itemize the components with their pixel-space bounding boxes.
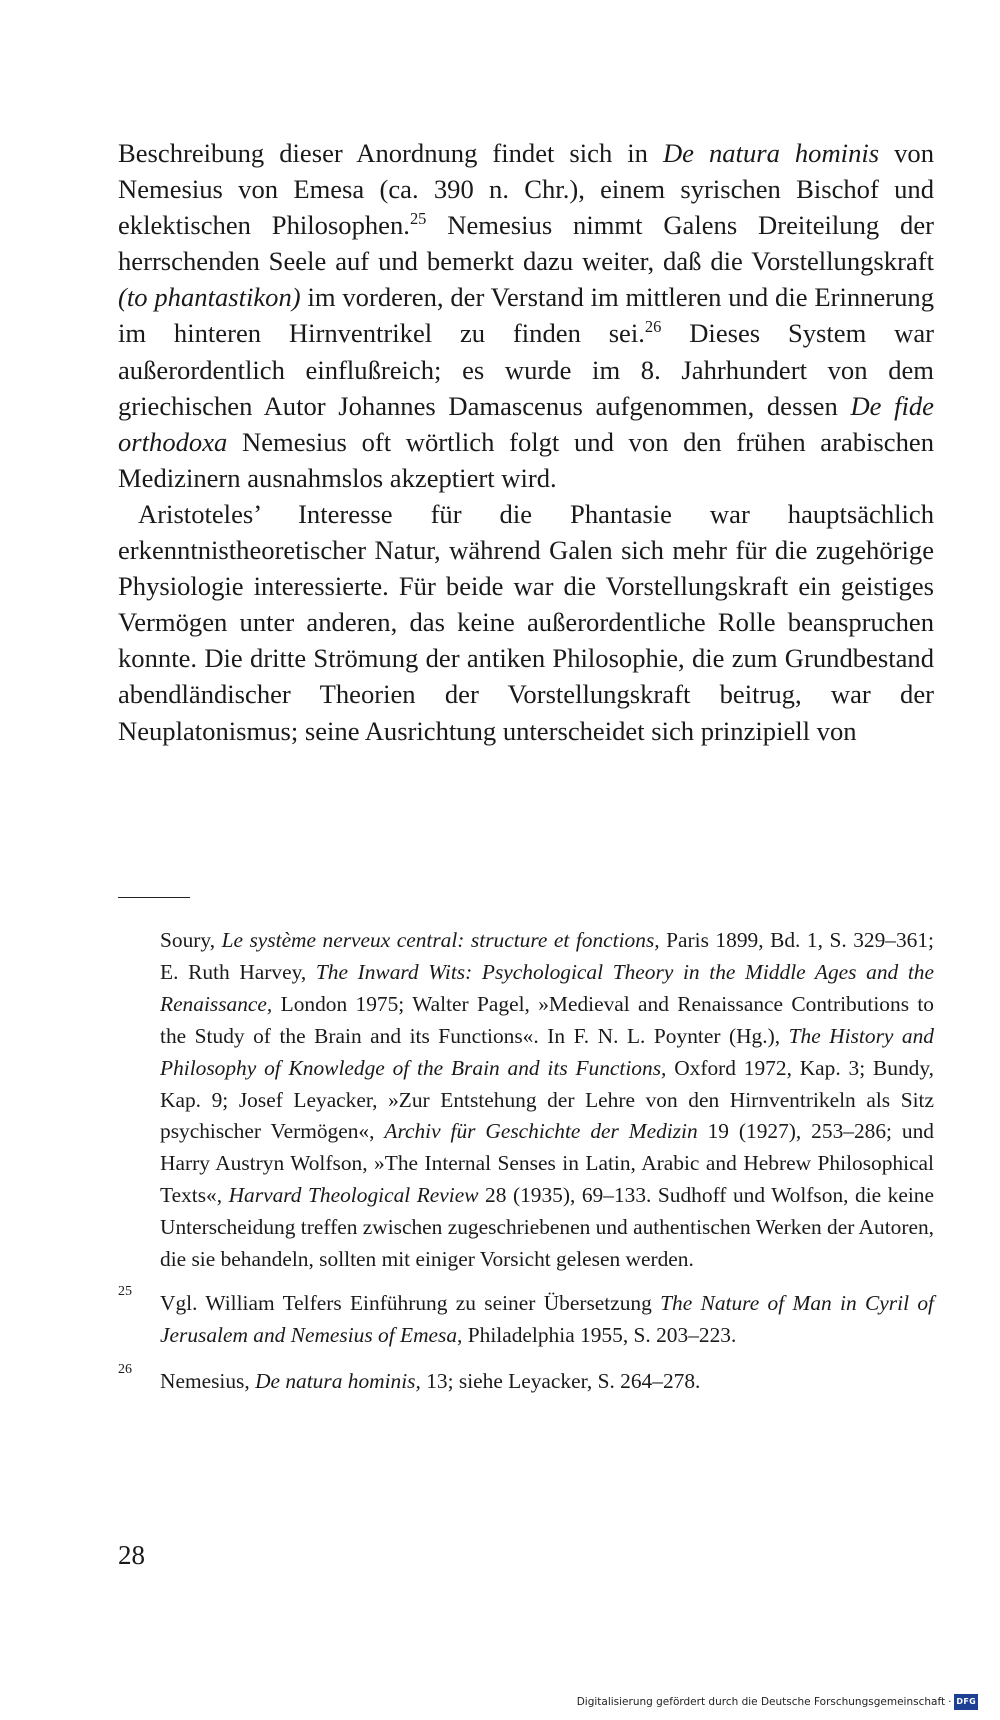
text-run: 19 (1927), 253–286; und Harry Austryn Wolfson, »The Internal Senses in Latin, Arabic and Hebrew Philosophical Texts«,	[160, 1119, 934, 1208]
text-run: 28 (1935), 69–133. Sudhoff und Wolfson, die keine Unterscheidung treffen zwischen zugeschriebenen und authentischen Werken der Autoren, die sie behandeln, sollten mit einiger Vorsicht gelesen werden.	[160, 1183, 935, 1272]
dfg-logo-icon: DFG	[954, 1694, 978, 1710]
footnote-number: 25	[118, 1283, 132, 1299]
footnote-ref-25[interactable]: 25	[409, 208, 427, 228]
italic-title: The Inward Wits: Psychological Theory in the Middle Ages and the Renaissance,	[160, 959, 934, 1016]
text-run: Beschreibung dieser Anordnung findet sich in	[118, 138, 663, 168]
italic-title: De fide orthodoxa	[118, 390, 934, 457]
text-run: Philadelphia 1955, S. 203–223.	[462, 1322, 737, 1347]
italic-title: The Nature of Man in Cyril of Jerusalem and Nemesius of Emesa,	[160, 1290, 934, 1347]
footnote-continuation	[160, 925, 934, 1276]
italic-title: De natura hominis	[662, 138, 880, 168]
credit-dot: ·	[948, 1696, 952, 1708]
italic-title: The History and Philosophy of Knowledge of the Brain and its Functions,	[160, 1023, 935, 1080]
italic-title: Harvard Theological Review	[228, 1183, 479, 1208]
footnote-25	[118, 1283, 934, 1352]
page-number: 28	[118, 1540, 145, 1570]
text-run: Nemesius,	[160, 1368, 256, 1393]
text-run: Oxford 1972, Kap. 3; Bundy, Kap. 9; Josef Leyacker, »Zur Entstehung der Lehre von den Hirnventrikeln als Sitz psychischer Vermögen«,	[160, 1055, 935, 1144]
paragraph-2: Aristoteles’ Interesse für die Phantasie war hauptsächlich erkenntnistheoretischer Natur, während Galen sich mehr für die zugehörige Physiologie interessierte. Für beide war die Vorstellungskraft ein geistiges Vermögen unter anderen, das keine außerordentliche Rolle beanspruchen konnte. Die dritte Strömung der antiken Philosophie, die zum Grundbestand abendländischer Theorien der Vorstellungskraft beitrug, war der Neuplatonismus; seine Ausrichtung unterscheidet sich prinzipiell von	[118, 498, 934, 746]
text-run: 13; siehe Leyacker, S. 264–278.	[420, 1368, 701, 1393]
paragraph-1	[118, 135, 934, 496]
footnote-separator	[118, 897, 190, 898]
footnote-26	[118, 1361, 934, 1398]
italic-term: (to phantastikon)	[118, 282, 301, 313]
footnotes	[118, 925, 934, 1398]
footnote-number: 26	[118, 1361, 132, 1377]
text-run: Nemesius nimmt Galens Dreiteilung der herrschenden Seele auf und bemerkt dazu weiter, daß die Vorstellungskraft	[118, 210, 934, 277]
credit-text: Digitalisierung gefördert durch die Deutsche Forschungsgemeinschaft	[576, 1696, 946, 1708]
text-run: Paris 1899, Bd. 1, S. 329–361; E. Ruth Harvey,	[160, 928, 935, 984]
italic-title: Archiv für Geschichte der Medizin	[384, 1119, 698, 1144]
text-run: Soury,	[160, 928, 222, 952]
main-text	[118, 135, 934, 749]
digitization-credit	[577, 1694, 978, 1710]
italic-title: Le système nerveux central: structure et fonctions,	[221, 928, 660, 952]
text-run: im vorderen, der Verstand im mittleren und die Erinnerung im hinteren Hirnventrikel zu finden sei.	[118, 282, 934, 349]
text-run: London 1975; Walter Pagel, »Medieval and Renaissance Contributions to the Study of the Brain and its Functions«. In F. N. L. Poynter (Hg.),	[160, 991, 934, 1048]
footnote-ref-26[interactable]: 26	[644, 317, 662, 337]
text-run: von Nemesius von Emesa (ca. 390 n. Chr.), einem syrischen Bischof und eklektischen Philosophen.	[118, 138, 934, 241]
text-run: Dieses System war außerordentlich einflußreich; es wurde im 8. Jahrhundert von dem griechischen Autor Johannes Damascenus aufgenommen, dessen	[118, 318, 934, 421]
text-run: Nemesius oft wörtlich folgt und von den frühen arabischen Medizinern ausnahmslos akzeptiert wird.	[118, 426, 934, 493]
italic-title: De natura hominis,	[255, 1368, 421, 1393]
text-run: Vgl. William Telfers Einführung zu seiner Übersetzung	[160, 1290, 661, 1315]
